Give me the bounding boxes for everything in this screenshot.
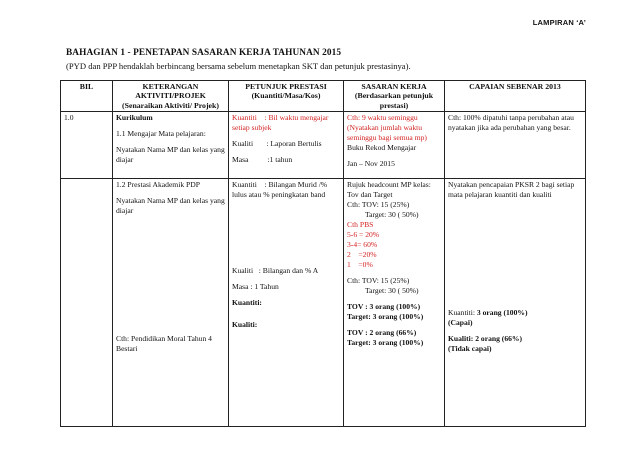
table-row xyxy=(61,112,586,179)
section-heading: BAHAGIAN 1 - PENETAPAN SASARAN KERJA TAHUNAN 2015 xyxy=(66,48,342,58)
target-table xyxy=(60,80,586,427)
row1-capaian: Cth: 100% dipatuhi tanpa perubahan atau nyatakan jika ada perubahan yang besar. xyxy=(445,112,586,179)
annex-label: LAMPIRAN ‘A’ xyxy=(532,18,586,27)
table-header-row xyxy=(61,81,586,112)
row1-aktiviti: Kurikulum 1.1 Mengajar Mata pelajaran: Nyatakan Nama MP dan kelas yang diajar xyxy=(113,112,229,179)
col-header-capaian: CAPAIAN SEBENAR 2013 xyxy=(445,81,586,112)
row2-petunjuk: Kuantiti : Bilangan Murid /% lulus atau % peningkatan band Kualiti : Bilangan dan % A Masa : 1 Tahun Kuantiti: Kualiti: xyxy=(229,179,344,427)
row1-petunjuk: Kuantiti : Bil waktu mengajar setiap subjek Kualiti : Laporan Bertulis Masa :1 tahun xyxy=(229,112,344,179)
row2-aktiviti: 1.2 Prestasi Akademik PDP Nyatakan Nama MP dan kelas yang diajar Cth: Pendidikan Moral Tahun 4 Bestari xyxy=(113,179,229,427)
col-header-petunjuk: PETUNJUK PRESTASI (Kuantiti/Masa/Kos) xyxy=(229,81,344,112)
col-header-sasaran: SASARAN KERJA (Berdasarkan petunjuk prestasi) xyxy=(344,81,445,112)
row2-bil xyxy=(61,179,113,427)
col-header-aktiviti: KETERANGAN AKTIVITI/PROJEK (Senaraikan Aktiviti/ Projek) xyxy=(113,81,229,112)
section-subheading: (PYD dan PPP hendaklah berbincang bersama sebelum menetapkan SKT dan petunjuk prestasinya). xyxy=(66,61,411,71)
row1-bil: 1.0 xyxy=(61,112,113,179)
row2-capaian: Nyatakan pencapaian PKSR 2 bagi setiap mata pelajaran kuantiti dan kualiti Kuantiti: 3 orang (100%) (Capai) Kualiti: 2 orang (66%) (Tidak capai) xyxy=(445,179,586,427)
table-row xyxy=(61,179,586,427)
col-header-bil: BIL xyxy=(61,81,113,112)
row2-sasaran: Rujuk headcount MP kelas: Tov dan Target Cth: TOV: 15 (25%) Target: 30 ( 50%) Cth PBS 5-6 = 20% 3-4= 60% 2 =20% 1 =0% Cth: TOV: 15 (25%) Target: 30 ( 50%) TOV : 3 orang (100%) Target: 3 orang (100%) TOV : 2 orang (66%) Target: 3 orang (100%) xyxy=(344,179,445,427)
row1-sasaran: Cth: 9 waktu seminggu (Nyatakan jumlah waktu seminggu bagi semua mp) Buku Rekod Mengajar Jan – Nov 2015 xyxy=(344,112,445,179)
